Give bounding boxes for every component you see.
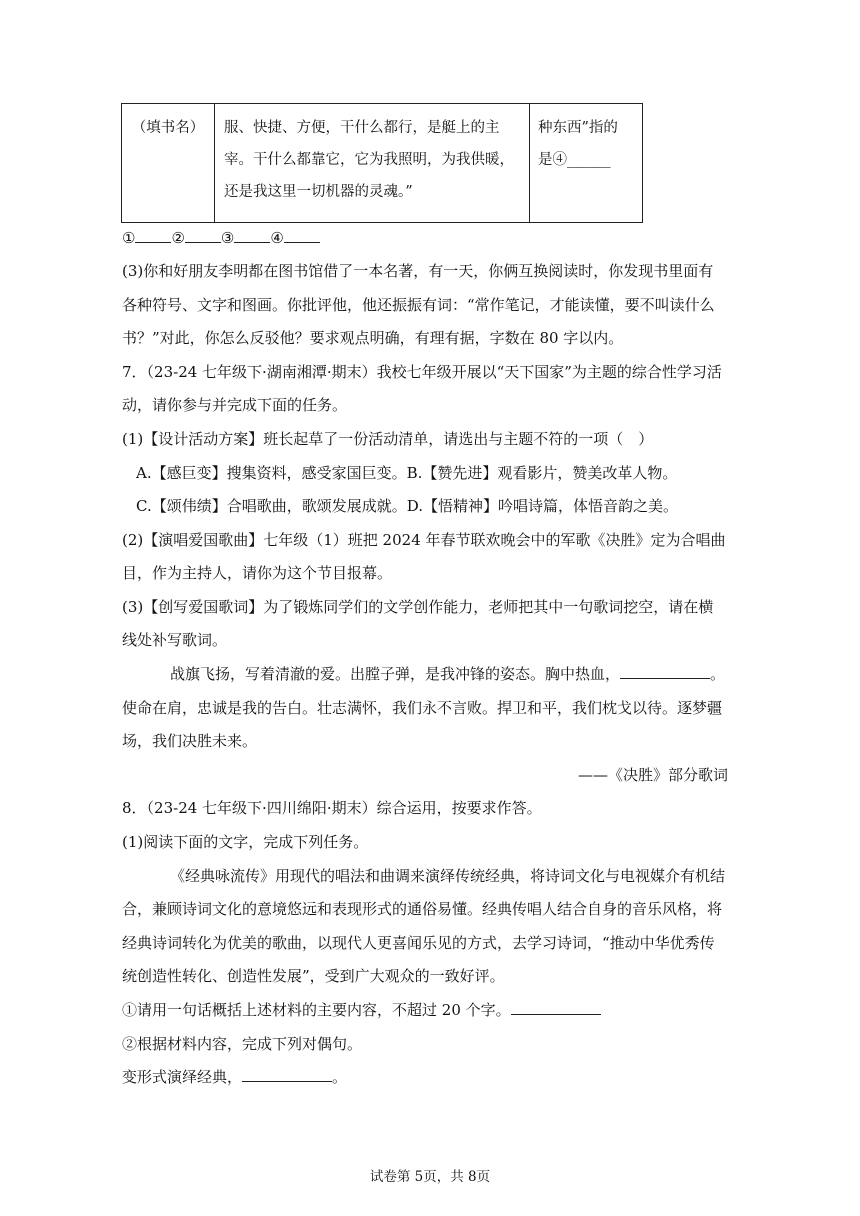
couplet-blank[interactable] — [242, 1067, 332, 1082]
q8-task2: ②根据材料内容，完成下列对偶句。 — [122, 1035, 363, 1053]
q7-part2-line2: 目，作为主持人，请你为这个节目报幕。 — [122, 564, 393, 582]
table-row — [122, 104, 643, 223]
answer-line: 种东西”指的 — [538, 120, 618, 136]
answer-blank-2[interactable] — [185, 228, 221, 243]
q8-text-line2: 合，兼顾诗词文化的意境悠远和表现形式的通俗易懂。经典传唱人结合自身的音乐风格，将 — [122, 900, 723, 918]
answer-blank-1[interactable] — [135, 228, 171, 243]
q6-3-line3: 书？”对此，你怎么反驳他？要求观点明确，有理有据，字数在 80 字以内。 — [122, 329, 624, 347]
q8-text-line3: 经典诗词转化为优美的歌曲，以现代人更喜闻乐见的方式，去学习诗词，“推动中华优秀传 — [122, 934, 715, 952]
q8-part1: (1)阅读下面的文字，完成下列任务。 — [122, 833, 369, 851]
q6-3-line2: 各种符号、文字和图画。你批评他，他还振振有词：“常作笔记，才能读懂，要不叫读什么 — [122, 296, 715, 314]
quote-line: 服、快捷、方便，干什么都行，是艇上的主 — [224, 120, 500, 136]
book-table — [121, 103, 643, 223]
q8-heading: 8．（23-24 七年级下·四川绵阳·期末）综合运用，按要求作答。 — [122, 799, 542, 817]
page-footer: 试卷第 5页，共 8页 — [369, 1169, 491, 1185]
q7-option-ab[interactable]: A.【感巨变】搜集资料，感受家国巨变。B.【赞先进】观看影片，赞美改革人物。 — [136, 464, 678, 482]
lyric-source: ——《决胜》部分歌词 — [577, 766, 728, 784]
q7-option-cd[interactable]: C.【颂伟绩】合唱歌曲，歌颂发展成就。D.【悟精神】吟唱诗篇，体悟音韵之美。 — [136, 497, 678, 515]
answer-blanks-line: ① ② ③ ④ — [122, 228, 320, 248]
book-name-cell: （填书名） — [122, 104, 215, 223]
answer-line: 是④______ — [538, 152, 611, 168]
quote-line: 还是我这里一切机器的灵魂。” — [224, 184, 413, 200]
q8-text-line1: 《经典咏流传》用现代的唱法和曲调来演绎传统经典，将诗词文化与电视媒介有机结 — [170, 867, 726, 885]
quote-line: 宰。干什么都靠它，它为我照明，为我供暖， — [224, 152, 514, 168]
q7-part2-line1: (2)【演唱爱国歌曲】七年级（1）班把 2024 年春节联欢晚会中的军歌《决胜》定为合唱曲 — [122, 531, 726, 549]
lyric-line1: 战旗飞扬，写着清澈的爱。出膛子弹，是我冲锋的姿态。胸中热血， 。 — [170, 665, 726, 683]
answer-blank-4[interactable] — [284, 228, 320, 243]
q6-3-line1: (3)你和好朋友李明都在图书馆借了一本名著，有一天，你俩互换阅读时，你发现书里面有 — [122, 262, 714, 280]
lyric-blank[interactable] — [620, 664, 710, 679]
q8-task1: ①请用一句话概括上述材料的主要内容，不超过 20 个字。 — [122, 1000, 601, 1020]
q7-part3-line1: (3)【创写爱国歌词】为了锻炼同学们的文学创作能力，老师把其中一句歌词挖空，请在横 — [122, 598, 714, 616]
answer-blank-3[interactable] — [234, 228, 270, 243]
task1-blank[interactable] — [511, 1000, 601, 1015]
answer-cell — [530, 104, 643, 223]
q8-text-line4: 统创造性转化、创造性发展”，受到广大观众的一致好评。 — [122, 967, 505, 985]
q7-heading: 7．（23-24 七年级下·湖南湘潭·期末）我校七年级开展以“天下国家”为主题的综合性学习活 — [122, 363, 722, 381]
q7-part1: (1)【设计活动方案】班长起草了一份活动清单，请选出与主题不符的一项（ ） — [122, 430, 654, 448]
q7-part3-line2: 线处补写歌词。 — [122, 631, 228, 649]
lyric-line2: 使命在肩，忠诚是我的告白。壮志满怀，我们永不言败。捍卫和平，我们枕戈以待。逐梦疆 — [122, 699, 723, 717]
q8-couplet: 变形式演绎经典， 。 — [122, 1068, 348, 1086]
quote-cell — [215, 104, 530, 223]
lyric-line3: 场，我们决胜未来。 — [122, 732, 258, 750]
q7-heading-cont: 动，请你参与并完成下面的任务。 — [122, 396, 348, 414]
